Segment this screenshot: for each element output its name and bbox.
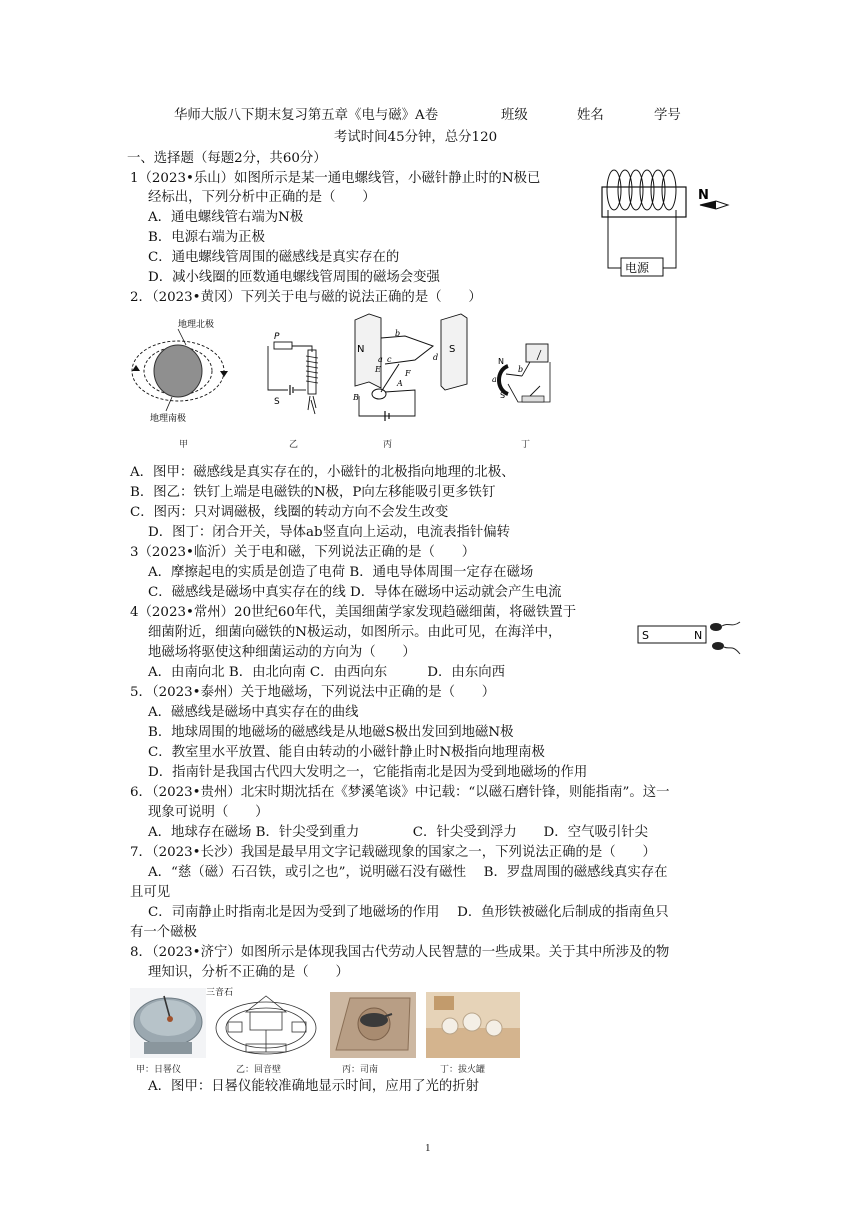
fig-p-label: P (274, 332, 280, 342)
q5-option-d: D．指南针是我国古代四大发明之一，它能指南北是因为受到地磁场的作用 (148, 765, 588, 780)
fig-d-label: d (433, 353, 439, 362)
q1-option-d: D．减小线圈的匝数通电螺线管周围的磁场会变强 (148, 270, 440, 285)
fig-ding-b-label: b (518, 365, 524, 374)
fig-c-label: c (387, 355, 392, 364)
q8-img-cupping (426, 992, 520, 1058)
geo-north-label: 地理北极 (178, 320, 215, 330)
q1-option-b: B．电源右端为正极 (148, 230, 265, 245)
fig-f-label: F (405, 369, 411, 378)
q6-stem-line2: 现象可说明（ ） (148, 805, 269, 820)
q2-option-c: C．图丙：只对调磁极，线圈的转动方向不会发生改变 (130, 505, 449, 520)
q5-stem: 5．（2023•泰州）关于地磁场，下列说法中正确的是（ ） (130, 685, 496, 700)
q7-line2: 且可见 (130, 885, 171, 900)
q2-option-b: B．图乙：铁钉上端是电磁铁的N极，P向左移能吸引更多铁钉 (130, 485, 496, 500)
fig-big-b-label: B (353, 393, 359, 402)
q2-fig-ding-generator (478, 340, 560, 412)
magnet-s-label: S (642, 629, 649, 642)
q8-option-a: A．图甲：日晷仪能较准确地显示时间，应用了光的折射 (148, 1079, 480, 1094)
id-label: 学号 (654, 108, 681, 123)
caption-bing: 丙 (383, 440, 393, 450)
bacterium-bottom (712, 642, 740, 654)
q2-option-a: A．图甲：磁感线是真实存在的，小磁针的北极指向地理的北极、 (130, 465, 515, 480)
q1-stem-line1: 1（2023•乐山）如图所示是某一通电螺线管，小磁针静止时的N极已 (130, 171, 541, 186)
page-number: 1 (425, 1142, 431, 1154)
q8-img-sinan (330, 992, 416, 1058)
q1-option-c: C．通电螺线管周围的磁感线是真实存在的 (148, 250, 400, 265)
q6-stem-line1: 6．（2023•贵州）北宋时期沈括在《梦溪笔谈》中记载：“以磁石磨针锋，则能指南”。这一 (130, 785, 670, 800)
geo-south-label: 地理南极 (150, 414, 187, 424)
fig-big-a-label: A (397, 379, 403, 388)
q1-power-label: 电源 (625, 261, 650, 275)
fig-e-label: E (375, 365, 381, 374)
q5-option-a: A．磁感线是磁场中真实存在的曲线 (148, 705, 359, 720)
caption-jia: 甲 (179, 440, 189, 450)
q2-fig-yi-electromagnet (260, 330, 336, 420)
q7-stem: 7．（2023•长沙）我国是最早用文字记载磁现象的国家之一，下列说法正确的是（ ） (130, 845, 656, 860)
caption-echo-wall: 乙：回音壁 (236, 1065, 282, 1075)
q4-magnet-bacteria-figure (636, 618, 742, 658)
q7-line1: A．“慈（磁）石召铁，或引之也”，说明磁石没有磁性 B．罗盘周围的磁感线真实存在 (148, 865, 668, 880)
caption-ding: 丁 (521, 440, 531, 450)
q4-stem-line2: 细菌附近，细菌向磁铁的N极运动，如图所示。由此可见，在海洋中， (148, 625, 562, 640)
q5-option-b: B．地球周围的地磁场的磁感线是从地磁S极出发回到地磁N极 (148, 725, 514, 740)
fig-ding-s-label: S (500, 391, 506, 400)
q5-option-c: C．教室里水平放置、能自由转动的小磁针静止时N极指向地理南极 (148, 745, 545, 760)
fig-a-label: a (378, 355, 383, 364)
q2-option-d: D．图丁：闭合开关，导体ab竖直向上运动，电流表指针偏转 (148, 525, 511, 540)
fig-ding-a-label: a (492, 375, 497, 384)
q3-options-cd: C．磁感线是磁场中真实存在的线 D．导体在磁场中运动就会产生电流 (148, 585, 562, 600)
bacterium-top (710, 622, 740, 631)
fig-s-pole-label: S (449, 344, 456, 355)
q1-needle-n-label: N (698, 188, 709, 203)
q8-stem-line1: 8．（2023•济宁）如图所示是体现我国古代劳动人民智慧的一些成果。关于其中所涉及的物 (130, 945, 670, 960)
q1-option-a: A．通电螺线管右端为N极 (148, 210, 304, 225)
q8-img-sundial (130, 988, 206, 1058)
q2-fig-jia-earth (128, 315, 236, 427)
page-title: 华师大版八下期末复习第五章《电与磁》A卷 (174, 108, 439, 123)
q6-options: A．地球存在磁场 B．针尖受到重力 C．针尖受到浮力 D．空气吸引针尖 (148, 825, 649, 840)
q2-stem: 2．（2023•黄冈）下列关于电与磁的说法正确的是（ ） (130, 290, 482, 305)
exam-info: 考试时间45分钟，总分120 (334, 130, 498, 145)
q7-line4: 有一个磁极 (130, 925, 197, 940)
sanyin-label: 三音石 (206, 988, 234, 998)
caption-cupping: 丁：拔火罐 (440, 1065, 486, 1075)
q2-fig-bing-motor (345, 312, 473, 424)
fig-n-label: N (357, 344, 365, 355)
caption-sundial: 甲：日晷仪 (136, 1065, 182, 1075)
magnet-n-label: N (694, 629, 703, 642)
section-heading: 一、选择题（每题2分，共60分） (127, 151, 327, 166)
q1-solenoid-figure (594, 150, 744, 280)
q4-options: A．由南向北 B．由北向南 C．由西向东 D．由东向西 (148, 665, 505, 680)
q8-stem-line2: 理知识，分析不正确的是（ ） (148, 965, 349, 980)
name-label: 姓名 (577, 108, 604, 123)
q4-stem-line1: 4（2023•常州）20世纪60年代，美国细菌学家发现趋磁细菌，将磁铁置于 (130, 605, 577, 620)
class-label: 班级 (501, 108, 528, 123)
q3-options-ab: A．摩擦起电的实质是创造了电荷 B．通电导体周围一定存在磁场 (148, 565, 534, 580)
fig-ding-n-label: N (498, 357, 504, 366)
caption-yi: 乙 (289, 440, 299, 450)
q3-stem: 3（2023•临沂）关于电和磁，下列说法正确的是（ ） (130, 545, 476, 560)
fig-b-label: b (395, 329, 401, 338)
fig-s-label: S (274, 397, 280, 407)
q4-stem-line3: 地磁场将驱使这种细菌运动的方向为（ ） (148, 645, 416, 660)
q7-line3: C．司南静止时指南北是因为受到了地磁场的作用 D．鱼形铁被磁化后制成的指南鱼只 (148, 905, 669, 920)
q8-img-echo-wall (206, 984, 320, 1058)
q1-stem-line2: 经标出，下列分析中正确的是（ ） (148, 190, 376, 205)
caption-sinan: 丙：司南 (342, 1065, 379, 1075)
